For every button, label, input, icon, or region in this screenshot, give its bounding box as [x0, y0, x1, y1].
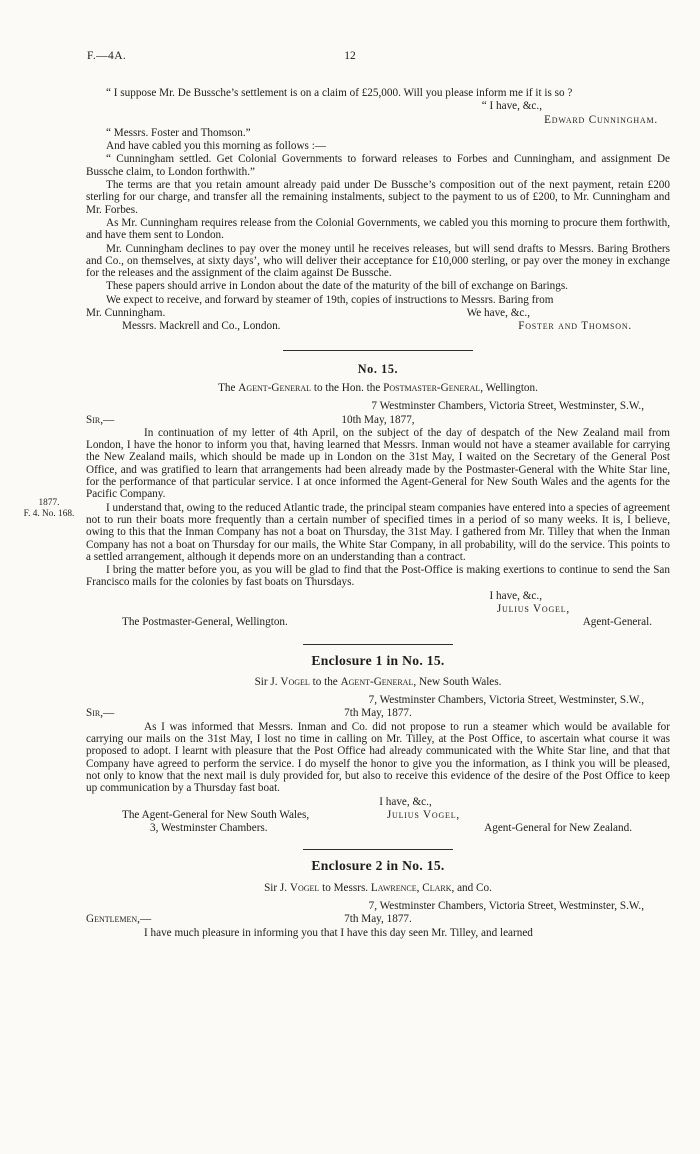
page-header	[0, 50, 700, 64]
letter-subject	[86, 676, 670, 688]
paragraph-text: Mr. Cunningham.	[86, 307, 166, 320]
addressee: The Postmaster-General, Wellington.	[122, 616, 288, 629]
margin-note-year: 1877.	[38, 498, 60, 508]
signature: Julius Vogel,	[496, 602, 570, 615]
paragraph: “ I suppose Mr. De Bussche’s settlement is on a claim of £25,000. Will you please inform me if it is so ?	[106, 87, 573, 99]
paragraph: As I was informed that Messrs. Inman and Co. did not propose to run a steamer which would be available for carrying our mails on the 31st May, I lost no time in calling on Mr. Tilley, at the Post Office, to ascertain what course it was proposed to adopt. I learnt with pleasure that the Post Office had already communicated with the White Star line, and that that Company have agreed to perform the service. I do myself the honor to give you the information, as I think you will be pleased, not only to know that the next mail is duly provided for, but also to receive this evidence of the desire of the Post Office to keep up communication by a Thursday fast boat.	[86, 720, 670, 795]
paragraph: In continuation of my letter of 4th April, on the subject of the day of despatch of the New Zealand mail from London, I have the honor to inform you that, having learned that Messrs. Inman would not have a steamer available for carrying the New Zealand mails, which should be made up in London on the 31st May, I waited on the Secretary of the General Post Office, and was gratified to learn that arrangements had been already made by the Postmaster-General with the White Star line, for the performance of that particular service. I at once informed the Agent-General for New South Wales and the agents for the Pacific Company.	[86, 426, 670, 501]
paragraph: And have cabled you this morning as follows :—	[106, 140, 326, 153]
subject-text: to the Hon. the	[311, 381, 384, 394]
paragraph: We expect to receive, and forward by steamer of 19th, copies of instructions to Messrs. Baring from	[106, 293, 554, 306]
salutation-date-line	[86, 913, 670, 925]
subject-name: Vogel	[289, 881, 320, 894]
subject-name: Agent-General	[340, 675, 414, 688]
paragraph: I have much pleasure in informing you that I have this day seen Mr. Tilley, and learned	[144, 926, 533, 939]
enclosure-heading: Enclosure 1 in No. 15.	[311, 652, 445, 668]
letter-line	[86, 320, 670, 332]
salutation: Gentlemen,—	[86, 913, 152, 926]
letter-subject	[86, 382, 670, 394]
subject-text: Sir J.	[254, 675, 281, 688]
subject-text: , New South Wales.	[413, 675, 502, 688]
addressee: Messrs. Mackrell and Co., London.	[122, 320, 281, 333]
letter-line	[86, 114, 670, 126]
margin-note	[14, 498, 84, 520]
paragraph: I bring the matter before you, as you will be glad to find that the Post-Office is making exertions to continue to send the San Francisco mails for the colonies by fast boats on Thursdays.	[86, 564, 670, 589]
paragraph: “ Cunningham settled. Get Colonial Governments to forward releases to Forbes and Cunningham, and assignment De Bussche claim, to London forthwith.”	[86, 153, 670, 178]
paragraph: I understand that, owing to the reduced Atlantic trade, the principal steam companies have entered into a species of agreement not to run their boats more frequently than a certain number of specified times in a period of so many weeks. It is, I believe, owing to this that the Inman Company has not a boat on Thursday, the 31st May. I gathered from Mr. Tilley that when the Inman Company has not a boat on Thursday for our mails, the White Star Company, in all probability, will do the service. This points to a settled arrangement, although it depends more on an understanding than a contract.	[86, 501, 670, 563]
addressee: 3, Westminster Chambers.	[150, 822, 268, 835]
valediction: We have, &c.,	[466, 307, 530, 320]
salutation-date-line	[86, 707, 670, 719]
valediction: “ I have, &c.,	[481, 100, 542, 113]
valediction: I have, &c.,	[489, 589, 542, 602]
sender-address: 7, Westminster Chambers, Victoria Street, Westminster, S.W.,	[368, 694, 644, 707]
subject-text: , Wellington.	[480, 381, 538, 394]
letter-number: No. 15.	[357, 361, 399, 376]
subject-name: Clark	[422, 881, 452, 894]
sender-address: 7, Westminster Chambers, Victoria Street, Westminster, S.W.,	[368, 900, 644, 913]
paragraph: As Mr. Cunningham requires release from the Colonial Governments, we cabled you this morning to procure them forthwith, and have them sent to London.	[86, 216, 670, 242]
signature: Julius Vogel,	[386, 808, 460, 821]
salutation: Sir,—	[86, 413, 115, 426]
section-divider	[283, 350, 473, 351]
section-divider	[303, 849, 453, 850]
subject-name: Postmaster-General	[383, 381, 481, 394]
subject-name: Lawrence	[370, 881, 417, 894]
letter-subject	[86, 882, 670, 894]
letter-date: 10th May, 1877,	[341, 413, 415, 426]
letter-line	[86, 590, 670, 602]
letter-line	[86, 100, 670, 112]
letter-date: 7th May, 1877.	[344, 913, 412, 926]
addressee: “ Messrs. Foster and Thomson.”	[106, 126, 251, 139]
salutation-date-line	[86, 414, 670, 426]
enclosure-heading: Enclosure 2 in No. 15.	[311, 858, 445, 874]
letter-line	[86, 616, 670, 628]
doc-reference: F.—4A.	[87, 50, 127, 62]
subject-text: The	[218, 381, 239, 394]
valediction: I have, &c.,	[379, 795, 432, 808]
letter-line	[86, 822, 670, 834]
letter-date: 7th May, 1877.	[344, 707, 412, 720]
addressee: The Agent-General for New South Wales,	[122, 808, 310, 821]
signature-title: Agent-General.	[582, 616, 652, 629]
subject-text: to Messrs.	[319, 881, 371, 894]
subject-text: ,	[416, 881, 423, 894]
letter-line	[86, 796, 670, 808]
signature-title: Agent-General for New Zealand.	[484, 822, 632, 835]
text-column	[86, 86, 670, 939]
subject-text: to the	[309, 675, 341, 688]
paragraph: These papers should arrive in London about the date of the maturity of the bill of exchange on Barings.	[106, 280, 568, 293]
subject-name: Agent-General	[238, 381, 312, 394]
section-divider	[303, 644, 453, 645]
sender-address: 7 Westminster Chambers, Victoria Street, Westminster, S.W.,	[371, 400, 644, 413]
subject-name: Vogel	[280, 675, 310, 688]
letter-line	[86, 307, 670, 319]
paragraph: Mr. Cunningham declines to pay over the money until he receives releases, but will send drafts to Messrs. Baring Brothers and Co., on themselves, at sixty days’, who will deliver their acceptance for £10,000 sterling, or pay over the money in exchange for the releases and the assignment of the claim against De Bussche.	[86, 242, 670, 280]
subject-text: Sir J.	[264, 881, 290, 894]
signature: Edward Cunningham.	[544, 113, 658, 126]
salutation: Sir,—	[86, 707, 115, 720]
subject-text: , and Co.	[451, 881, 492, 894]
paragraph: The terms are that you retain amount already paid under De Bussche’s composition out of the next payment, retain £200 sterling for our charge, and transfer all the remaining instalments, subject to the payment to us of £200, to Mr. Cunningham and Mr. Forbes.	[86, 179, 670, 216]
letter-line	[86, 809, 670, 821]
page-number: 12	[344, 50, 356, 62]
signature: Foster and Thomson.	[518, 320, 632, 333]
letter-line	[86, 603, 670, 615]
margin-note-reference: F. 4. No. 168.	[23, 508, 75, 519]
